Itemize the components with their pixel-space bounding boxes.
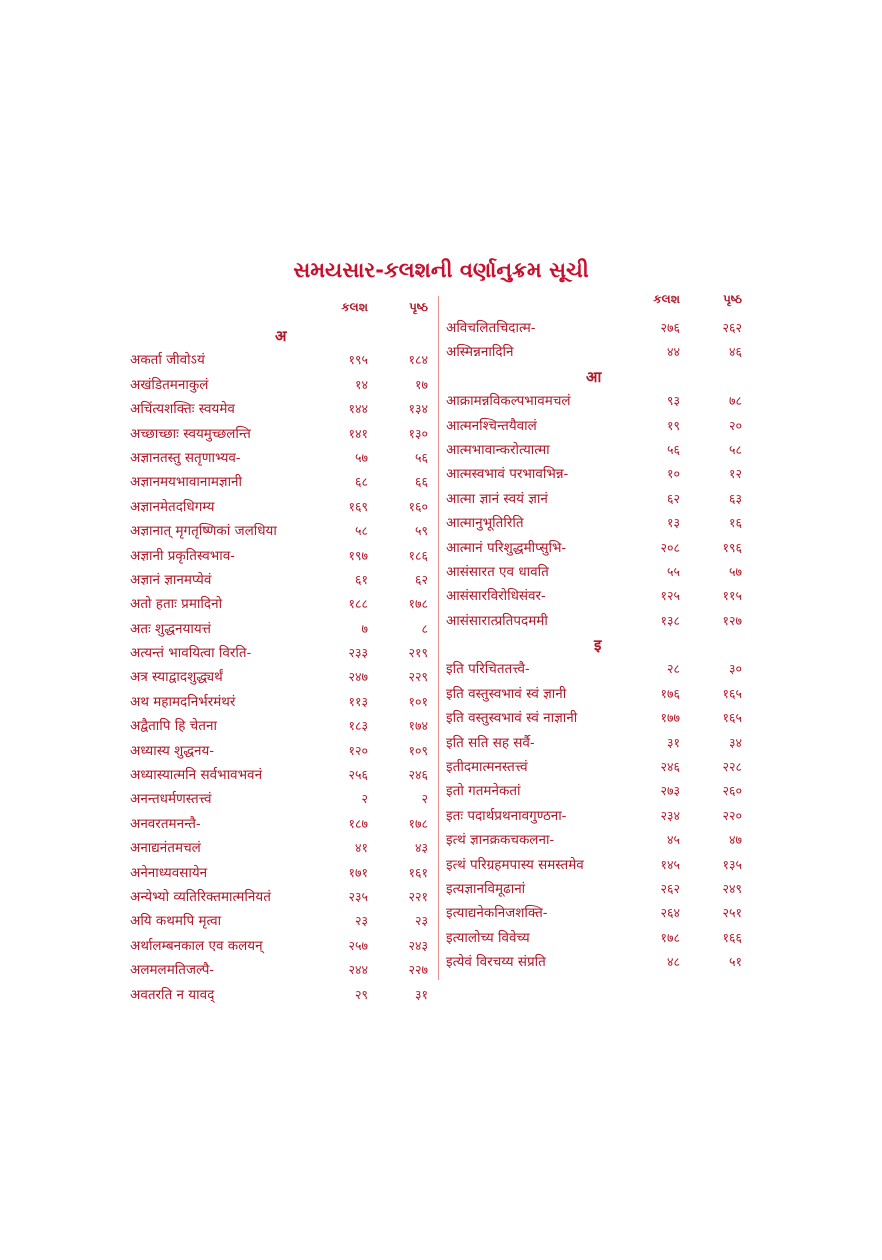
- verse-text: इत्यज्ञानविमूढानां: [446, 880, 526, 897]
- kalash-number: १६९: [348, 498, 368, 514]
- kalash-number: २७६: [660, 320, 680, 335]
- page-number: ६२: [414, 571, 428, 587]
- index-row: [130, 909, 432, 933]
- verse-text: अद्वैतापि हि चेतना: [130, 718, 217, 735]
- verse-text: इत्थं परिग्रहमपास्य समस्तमेव: [446, 856, 584, 873]
- kalash-number: १३: [666, 515, 680, 531]
- page-number: १६५: [722, 685, 742, 701]
- page-number: २५१: [722, 905, 742, 921]
- page-number: ५७: [728, 563, 742, 579]
- verse-text: आसंसारविरोधिसंवर-: [446, 588, 546, 605]
- index-row: [130, 739, 432, 763]
- index-row: [130, 397, 432, 421]
- index-row: [130, 885, 432, 909]
- kalash-number: १७१: [348, 864, 368, 880]
- page-number: २: [421, 791, 428, 807]
- right-column: [446, 292, 746, 975]
- verse-text: आत्मानं परिशुद्धमीप्सुभि-: [446, 539, 567, 556]
- verse-text: अत्र स्याद्वादशुद्ध्यर्थं: [130, 669, 223, 686]
- verse-text: इत्थं ज्ञानक्रकचकलना-: [446, 832, 555, 849]
- page-number: ४६: [728, 344, 742, 360]
- verse-text: अलमलमतिजल्पै-: [130, 962, 214, 979]
- verse-text: अध्यास्यात्मनि सर्वभावभवनं: [130, 767, 263, 784]
- kalash-number: २४६: [660, 759, 680, 775]
- index-row: [446, 853, 746, 877]
- kalash-number: २३३: [348, 645, 368, 661]
- index-row: [130, 934, 432, 958]
- index-row: [446, 560, 746, 584]
- page-number: १६५: [722, 710, 742, 726]
- verse-text: अखंडितमनाकुलं: [130, 376, 209, 393]
- page-number: १८४: [408, 352, 428, 368]
- index-row: [130, 592, 432, 616]
- kalash-number: २४७: [348, 669, 368, 685]
- kalash-number: ४५: [666, 832, 680, 848]
- page-number: १०१: [408, 693, 428, 709]
- kalash-number: २८: [666, 661, 680, 677]
- index-row: [446, 877, 746, 901]
- page-number: २६२: [722, 320, 742, 335]
- page-number: १८६: [408, 547, 428, 563]
- page-number: ७८: [728, 393, 742, 409]
- verse-text: अज्ञानतस्तु सतृणाभ्यव-: [130, 449, 241, 466]
- verse-text: आक्रामन्नविकल्पभावमचलं: [446, 393, 571, 410]
- index-row: [446, 414, 746, 438]
- kalash-number: ५७: [354, 449, 368, 465]
- verse-text: आत्मस्वभावं परभावभिन्न-: [446, 466, 569, 483]
- page-number: १३०: [408, 425, 428, 441]
- section-heading: इ: [594, 636, 602, 655]
- kalash-number: १०: [666, 466, 680, 482]
- index-row: [446, 950, 746, 974]
- index-row: [446, 438, 746, 462]
- verse-text: अकर्ता जीवोऽयं: [130, 352, 205, 369]
- index-row: [446, 731, 746, 755]
- verse-text: इति सति सह सर्वै-: [446, 734, 535, 751]
- kalash-number: १७६: [660, 685, 680, 701]
- verse-text: आसंसारात्प्रतिपदममी: [446, 612, 548, 629]
- column-headers: [446, 292, 746, 316]
- index-row: [130, 665, 432, 689]
- page-number: २०: [728, 417, 742, 433]
- page-number: ५९: [414, 523, 428, 539]
- kalash-number: २५६: [348, 767, 368, 783]
- index-row: [130, 787, 432, 811]
- kalash-number: १८७: [348, 815, 368, 831]
- column-divider: [438, 296, 439, 980]
- left-column: [130, 300, 432, 1007]
- page-number: ६६: [414, 474, 428, 490]
- verse-text: अर्थालम्बनकाल एव कलयन्: [130, 937, 263, 954]
- verse-text: अचिंत्यशक्तिः स्वयमेव: [130, 401, 235, 418]
- page-number: २४६: [408, 767, 428, 783]
- verse-text: अज्ञानात् मृगतृष्णिकां जलधिया: [130, 523, 277, 540]
- index-row: [130, 446, 432, 470]
- index-row: [446, 316, 746, 340]
- verse-text: अथ महामदनिर्भरमंथरं: [130, 693, 236, 710]
- kalash-number: ३१: [666, 734, 680, 750]
- kalash-number: १८८: [348, 596, 368, 612]
- verse-text: अनवरतमनन्तै-: [130, 815, 201, 832]
- kalash-number: १४१: [348, 425, 368, 441]
- kalash-number: ७: [361, 620, 368, 636]
- index-list: [446, 389, 746, 633]
- page-number: १६६: [722, 929, 742, 945]
- kalash-number: ४८: [666, 954, 680, 970]
- page-number: १७४: [408, 718, 428, 734]
- page-number: २२९: [408, 669, 428, 685]
- index-row: [130, 617, 432, 641]
- verse-text: अज्ञानं ज्ञानमप्येवं: [130, 571, 212, 588]
- kalash-number: २६४: [660, 905, 680, 921]
- index-row: [446, 657, 746, 681]
- page-number: १७८: [408, 815, 428, 831]
- verse-text: इति परिचिततत्त्वै-: [446, 661, 530, 678]
- verse-text: अस्मिन्ननादिनि: [446, 344, 514, 361]
- page-number: २१९: [408, 645, 428, 661]
- kalash-number: १७७: [660, 710, 680, 726]
- kalash-number: २: [361, 791, 368, 807]
- kalash-number: ४१: [354, 840, 368, 856]
- verse-text: अवतरति न यावद्: [130, 986, 215, 1003]
- index-row: [130, 958, 432, 982]
- index-row: [130, 836, 432, 860]
- verse-text: इत्येवं विरचय्य संप्रति: [446, 954, 546, 971]
- index-row: [446, 462, 746, 486]
- page-title: સમયસાર-કલશની વર્ણાનુક્રમ સૂચી: [293, 258, 589, 282]
- index-row: [130, 714, 432, 738]
- verse-text: अयि कथमपि मृत्वा: [130, 913, 222, 930]
- index-row: [130, 690, 432, 714]
- kalash-number: २६२: [660, 880, 680, 896]
- section-heading: आ: [586, 367, 602, 386]
- index-row: [446, 779, 746, 803]
- index-row: [130, 983, 432, 1007]
- verse-text: अनन्तधर्मणस्तत्त्वं: [130, 791, 212, 808]
- index-row: [130, 422, 432, 446]
- page-number: १९६: [722, 539, 742, 555]
- kalash-number: १९७: [348, 547, 368, 563]
- index-row: [130, 763, 432, 787]
- header-kalash: કલશ: [341, 300, 368, 314]
- index-row: [130, 470, 432, 494]
- kalash-number: ६१: [354, 571, 368, 587]
- kalash-number: २३४: [660, 807, 680, 823]
- kalash-number: १९: [666, 417, 680, 433]
- kalash-number: ४४: [666, 344, 680, 360]
- column-headers: [130, 300, 432, 324]
- page-number: ३४: [728, 734, 742, 750]
- verse-text: इति वस्तुस्वभावं स्वं ज्ञानी: [446, 685, 567, 702]
- index-row: [446, 706, 746, 730]
- section-heading: अ: [275, 327, 287, 345]
- header-page: પૃષ્ઠ: [723, 292, 742, 306]
- index-row: [446, 340, 746, 364]
- index-row: [446, 584, 746, 608]
- verse-text: आसंसारत एव धावति: [446, 563, 549, 580]
- index-row: [446, 828, 746, 852]
- kalash-number: २४४: [348, 962, 368, 978]
- verse-text: अतो हताः प्रमादिनो: [130, 596, 223, 613]
- verse-text: अनेनाध्यवसायेन: [130, 864, 208, 881]
- index-row: [446, 536, 746, 560]
- page-number: १२: [728, 466, 742, 482]
- index-row: [446, 609, 746, 633]
- kalash-number: २७३: [660, 783, 680, 799]
- verse-text: इत्याद्यनेकनिजशक्ति-: [446, 905, 548, 922]
- kalash-number: १८३: [348, 718, 368, 734]
- page-number: ५६: [414, 449, 428, 465]
- verse-text: इतः पदार्थप्रथनावगुण्ठना-: [446, 807, 567, 824]
- page-number: ४७: [728, 832, 742, 848]
- page-number: १६०: [408, 498, 428, 514]
- index-row: [130, 495, 432, 519]
- page-number: १०९: [408, 742, 428, 758]
- page-number: ६३: [728, 490, 742, 506]
- page-number: २४९: [722, 880, 742, 896]
- index-row: [446, 511, 746, 535]
- verse-text: अज्ञानमेतदधिगम्य: [130, 498, 215, 515]
- verse-text: आत्मनश्चिन्तयैवालं: [446, 417, 537, 434]
- index-row: [130, 568, 432, 592]
- index-row: [130, 544, 432, 568]
- verse-text: आत्मा ज्ञानं स्वयं ज्ञानं: [446, 490, 548, 507]
- kalash-number: ९३: [666, 393, 680, 409]
- index-row: [446, 755, 746, 779]
- header-kalash: કલશ: [653, 292, 680, 306]
- page-number: २२०: [722, 807, 742, 823]
- index-row: [130, 812, 432, 836]
- kalash-number: ६२: [666, 490, 680, 506]
- verse-text: इतीदमात्मनस्तत्त्वं: [446, 759, 528, 776]
- page-number: १७: [414, 376, 428, 392]
- kalash-number: १२५: [660, 588, 680, 604]
- index-row: [446, 682, 746, 706]
- index-row: [446, 487, 746, 511]
- page-number: ५१: [728, 954, 742, 970]
- verse-text: अज्ञानी प्रकृतिस्वभाव-: [130, 547, 235, 564]
- index-row: [446, 926, 746, 950]
- page-number: १३५: [722, 856, 742, 872]
- page-number: ३०: [728, 661, 742, 677]
- kalash-number: १४५: [660, 856, 680, 872]
- kalash-number: २५७: [348, 937, 368, 953]
- index-row: [130, 861, 432, 885]
- index-row: [130, 348, 432, 372]
- page-number: ३१: [414, 986, 428, 1002]
- verse-text: अच्छाच्छाः स्वयमुच्छलन्ति: [130, 425, 251, 442]
- page-number: २२१: [408, 888, 428, 904]
- kalash-number: २३५: [348, 888, 368, 904]
- page-number: १३४: [408, 401, 428, 417]
- page-number: १६१: [408, 864, 428, 880]
- verse-text: अध्यास्य शुद्धनय-: [130, 742, 214, 759]
- verse-text: इतो गतमनेकतां: [446, 783, 521, 800]
- page-number: ८: [421, 620, 428, 636]
- page-number: २२७: [408, 962, 428, 978]
- verse-text: अज्ञानमयभावानामज्ञानी: [130, 474, 243, 491]
- verse-text: आत्मानुभूतिरिति: [446, 515, 524, 532]
- page-number: २४३: [408, 937, 428, 953]
- index-row: [130, 519, 432, 543]
- page-number: ११५: [722, 588, 742, 604]
- kalash-number: ५६: [666, 441, 680, 457]
- kalash-number: १९५: [348, 352, 368, 368]
- page-number: १६: [728, 515, 742, 531]
- index-row: [446, 804, 746, 828]
- kalash-number: ११३: [348, 693, 368, 709]
- page-number: २३: [414, 913, 428, 929]
- page-number: १२७: [722, 612, 742, 628]
- kalash-number: २९: [354, 986, 368, 1002]
- header-page: પૃષ્ઠ: [409, 300, 428, 314]
- verse-text: अनाद्यनंतमचलं: [130, 840, 201, 857]
- index-row: [446, 389, 746, 413]
- verse-text: अविचलितचिदात्म-: [446, 320, 536, 336]
- verse-text: अन्येभ्यो व्यतिरिक्तमात्मनियतं: [130, 888, 271, 905]
- verse-text: अतः शुद्धनयायत्तं: [130, 620, 211, 637]
- kalash-number: २३: [354, 913, 368, 929]
- kalash-number: १३८: [660, 612, 680, 628]
- kalash-number: ६८: [354, 474, 368, 490]
- kalash-number: ५५: [666, 563, 680, 579]
- index-row: [130, 641, 432, 665]
- index-list: [446, 316, 746, 365]
- index-row: [446, 901, 746, 925]
- page-number: १७८: [408, 596, 428, 612]
- page-number: ५८: [728, 441, 742, 457]
- index-list: [130, 348, 432, 1007]
- kalash-number: १२०: [348, 742, 368, 758]
- index-list: [446, 657, 746, 974]
- verse-text: इति वस्तुस्वभावं स्वं नाज्ञानी: [446, 710, 578, 727]
- index-row: [130, 373, 432, 397]
- kalash-number: ५८: [354, 523, 368, 539]
- verse-text: आत्मभावान्करोत्यात्मा: [446, 441, 550, 458]
- page-number: ४३: [414, 840, 428, 856]
- page-number: २२८: [722, 759, 742, 775]
- kalash-number: १४४: [348, 401, 368, 417]
- page-number: २६०: [722, 783, 742, 799]
- verse-text: इत्यालोच्य विवेच्य: [446, 929, 530, 946]
- kalash-number: २०८: [660, 539, 680, 555]
- verse-text: अत्यन्तं भावयित्वा विरति-: [130, 645, 252, 662]
- kalash-number: १७८: [660, 929, 680, 945]
- kalash-number: १४: [354, 376, 368, 392]
